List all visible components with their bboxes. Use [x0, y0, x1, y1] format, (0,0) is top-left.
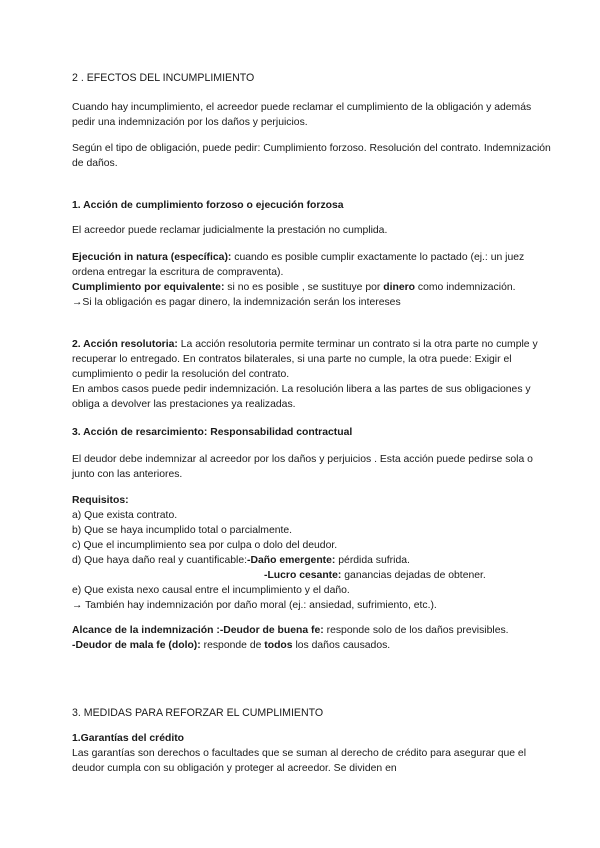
ejecucion-natura-text: cuando es posible cumplir exactamente lo pactado (ej.: un juez ordena entregar la escritura de compraventa). — [72, 252, 525, 278]
paragraph-garantias: 1.Garantías del crédito Las garantías son derechos o facultades que se suman al derecho de crédito para asegurar que el deudor cumpla con su obligación y proteger al acreedor. Se dividen en — [72, 733, 527, 774]
note-dano-moral: → También hay indemnización por daño moral (ej.: ansiedad, sufrimiento, etc.). — [72, 600, 437, 611]
list-item: c) Que el incumplimiento sea por culpa o dolo del deudor. — [72, 540, 338, 551]
accion-resolutoria-label: 2. Acción resolutoria: — [72, 339, 178, 350]
ejecucion-natura-label: Ejecución in natura (específica): — [72, 252, 232, 263]
arrow-note-intereses: →Si la obligación es pagar dinero, la indemnización serán los intereses — [72, 297, 401, 308]
section-title: 2 . EFECTOS DEL INCUMPLIMIENTO — [72, 72, 255, 84]
list-item: a) Que exista contrato. — [72, 510, 178, 521]
garantias-heading: 1.Garantías del crédito — [72, 733, 185, 744]
paragraph-alcance: Alcance de la indemnización :-Deudor de buena fe: responde solo de los daños previsibles. -Deudor de mala fe (dolo): responde de todos los daños causados. — [72, 625, 509, 651]
list-item-lucro-cesante: -Lucro cesante: ganancias dejadas de obtener. — [264, 570, 486, 581]
list-item: e) Que exista nexo causal entre el incumplimiento y el daño. — [72, 585, 350, 596]
section-title-medidas: 3. MEDIDAS PARA REFORZAR EL CUMPLIMIENTO — [72, 707, 324, 719]
heading-accion-resarcimiento: 3. Acción de resarcimiento: Responsabilidad contractual — [72, 427, 353, 438]
requisitos-list — [72, 493, 552, 613]
cumplimiento-equivalente-label: Cumplimiento por equivalente: — [72, 282, 225, 293]
list-item: b) Que se haya incumplido total o parcialmente. — [72, 525, 293, 536]
paragraph-accion-intro: El acreedor puede reclamar judicialmente la prestación no cumplida. — [72, 225, 388, 236]
paragraph-types: Según el tipo de obligación, puede pedir: Cumplimiento forzoso. Resolución del contrato. Indemnización de daños. — [72, 143, 551, 169]
list-item: d) Que haya daño real y cuantificable:-Daño emergente: pérdida sufrida. — [72, 555, 410, 566]
paragraph-resarcimiento-intro: El deudor debe indemnizar al acreedor por los daños y perjuicios . Esta acción puede pedirse sola o junto con las anteriores. — [72, 454, 533, 480]
heading-accion-cumplimiento: 1. Acción de cumplimiento forzoso o ejecución forzosa — [72, 200, 344, 211]
paragraph-intro: Cuando hay incumplimiento, el acreedor puede reclamar el cumplimiento de la obligación y además pedir una indemnización por los daños y perjuicios. — [72, 102, 532, 128]
paragraph-accion-resolutoria: 2. Acción resolutoria: La acción resolutoria permite terminar un contrato si la otra parte no cumple y recuperar lo entregado. En contratos bilaterales, si una parte no cumple, la otra puede: Exigir el cumplimiento o pedir la resolución del contrato. En ambos casos puede pedir indemnización. La resolución libera a las partes de sus obligaciones y obliga a devolver las prestaciones ya realizadas. — [72, 339, 538, 410]
requisitos-heading: Requisitos: — [72, 495, 129, 506]
paragraph-ejecucion: Ejecución in natura (específica): cuando es posible cumplir exactamente lo pactado (ej.: un juez ordena entregar la escritura de compraventa). Cumplimiento por equivalente: si no es posible , se sustituye por dinero como indemnización. →Si la obligación es pagar dinero, la indemnización serán los intereses — [72, 252, 525, 308]
